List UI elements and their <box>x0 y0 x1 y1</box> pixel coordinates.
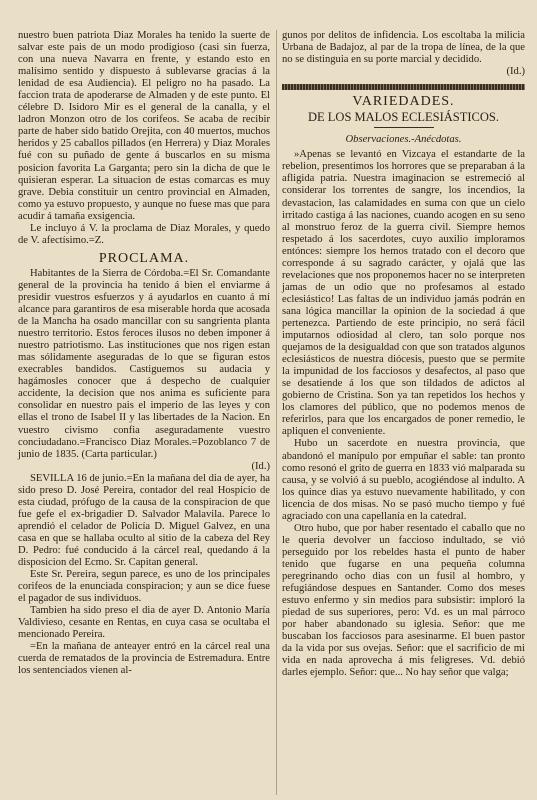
section-subtitle: DE LOS MALOS ECLESIÁSTICOS. <box>308 110 499 125</box>
proclama-heading: PROCLAMA. <box>98 250 190 266</box>
left-paragraph-1: nuestro buen patriota Diaz Morales ha tenido la suerte de salvar este pais de un modo prodigioso (casi sin fuerza, con una nueva Navarra en frente, y estando esto en malísimo sentido y dispuesto á sublevarse gracias á la lenidad de esa Audiencia). El peligro no ha pasado. La faccion trata de apoderarse de Almaden y de este punto. El célebre D. Isidoro Mir es el general de la canalla, y el ladron Monzon otro de los corifeos. Se acaba de recibir parte de haber sido batido Orejita, con 40 muertos, muchos heridos y 25 caballos pillados (en Herrera) y Diaz Morales fué con su puñado de gente á buscarlos en su misma posicion favorita La Garganta; pero sin la dicha de que le quisieran esperar. La situacion de estas comarcas es muy grave. Debia constituir un centro provincial en Almaden, como ya estuvo propuesto, y aunque no fuese mas que para acudir á tamaña exsigencia. <box>18 30 270 222</box>
left-signature-1: (Id.) <box>251 460 270 472</box>
right-paragraph-3: Hubo un sacerdote en nuestra provincia, que abandonó el manípulo por empuñar el sable: tan pronto como resonó el grito de guerra en 1833 vió malparada su causa, y se volvió á su pueblo, acogiéndose al indulto. A los quince dias ya estuvo nuevamente habilitado, y con licencia de dos misas. No se pasó mucho tiempo y fué agraciado con una capellanía en la catedral. <box>282 438 525 522</box>
column-divider <box>276 30 277 795</box>
right-paragraph-1: gunos por delitos de infidencia. Los escoltaba la milicia Urbana de Badajoz, al par de la tropa de línea, de la que no se distinguia en su porte marcial y decidido. <box>282 30 525 66</box>
right-paragraph-2: »Apenas se levantó en Vizcaya el estandarte de la rebelion, presentimos los horrores que se preparaban á la afligida patria. Nuestra imaginacion se estremeció al considerar los torrentes de sangre, los incendios, la devastacion, las calamidades en suma con que un cielo irritado castiga á las naciones, cuando acogen en su seno al monstruo feroz de la guerra civil. Siempre hemos respetado á los sacerdotes, cuyo auxilio imploramos entónces: siempre los hemos tratado con el decoro que corresponde á su sagrado carácter, y ojalá que las revelaciones que nos proponemos hacer no se interpreten jamas de un odio que no profesamos al estado eclesiástico! Las faltas de un individuo jamás podrán en sana lógica mancillar la opinion de la sociedad á que pertenezca. Partiendo de este principio, no será fácil imputarnos odiosidad al clero, tan solo porque nos quejamos de la desigualdad con que son tratados algunos eclesiásticos de nuestra diócesis, puesto que se permite la impunidad de los facciosos y desafectos, al paso que se desatiende á los que son tildados de adictos al gobierno de Cristina. Son ya tan repetidos los hechos y los clamores del público, que no podemos menos de referirlos, para que los encargados de poner remedio, le apliquen el conveniente. <box>282 149 525 438</box>
proclama-text: Habitantes de la Sierra de Córdoba.=El Sr. Comandante general de la provincia ha tenido á bien el enviarme á presidir vuestros esfuerzos y á ayudarlos en cuanto á mí alcance para garantiros de esa miserable horda que acosada de la Mancha ha osado mancillar con su sangrienta planta nuestro territorio. Estos feroces ilusos no deben imponer á nuestro patriotismo. Las instituciones que nos rigen estan mas sólidamente aseguradas de lo que se figuran estos execrables bandidos. Castiguemos su audacia y hagámosles conocer que á despecho de cualquier accidente, la decision que nos anima es suficiente para consolidar en nuestro pais el imperio de las leyes y con ellas el trono de Isabel II y las libertades de la Nacion. En vuestro civismo confia aseguradamente vuestro conciudadano.=Francisco Diaz Morales.=Pozoblanco 7 de junio de 1835. (Carta particular.) <box>18 267 270 460</box>
section-title: VARIEDADES. <box>352 94 455 110</box>
left-column <box>18 30 270 677</box>
short-rule <box>374 127 434 128</box>
right-paragraph-4: Otro hubo, que por haber resentado el caballo que no le queria devolver un faccioso indultado, se vió perseguido por los rebeldes hasta el punto de haber tenido que fugarse en una pequeña columna peregrinando ocho dias con un fusil al hombro, y refugiándose despues en Santander. Como dos meses estuvo enfermo y sin medios para subsistir: imploró la piedad de sus superiores, pero: Vd. es un mal párroco por haber abandonado su iglesia. Señor: que me buscaban los facciosos para asesinarme. El buen pastor da la vida por sus ovejas. Señor: que el sacrificio de mi vida en nada aprovecha á mis feligreses. Vd. debió darles ejemplo. Señor: que... No hay señor que valga; <box>282 522 525 679</box>
left-paragraph-3: SEVILLA 16 de junio.=En la mañana del dia de ayer, ha sido preso D. José Pereira, contador del real Hospicio de esta ciudad, prófugo de la causa de la conspiracion de que fue gefe el ex-brigadier D. Salvador Malavila. Parece lo aprendió el celador de Policía D. Miguel Galvez, en una casa en que se hallaba oculto al sitio de la cabeza del Rey D. Pedro: fué conducido á la cárcel real, quedando á la disposicion del Ecmo. Sr. Capitan general. <box>18 472 270 569</box>
right-column <box>282 30 525 679</box>
left-paragraph-5: Tambien ha sido preso el dia de ayer D. Antonio María Valdivieso, cesante en Rentas, en cuya casa se ocultaba el mencionado Pereira. <box>18 605 270 641</box>
decorative-rule <box>282 84 525 90</box>
right-signature-1: (Id.) <box>506 66 525 78</box>
observations-heading: Observaciones.-Anécdotas. <box>345 134 462 146</box>
left-paragraph-2: Le incluyo á V. la proclama de Diaz Morales, y quedo de V. afectísimo.=Z. <box>18 222 270 246</box>
left-paragraph-4: Este Sr. Pereira, segun parece, es uno de los principales corifeos de la enunciada conspiracion; y aun se dice fuese el pagador de sus individuos. <box>18 569 270 605</box>
left-paragraph-6: =En la mañana de anteayer entró en la cárcel real una cuerda de rematados de la provincia de Estremadura. Entre los sentenciados vienen al- <box>18 641 270 677</box>
